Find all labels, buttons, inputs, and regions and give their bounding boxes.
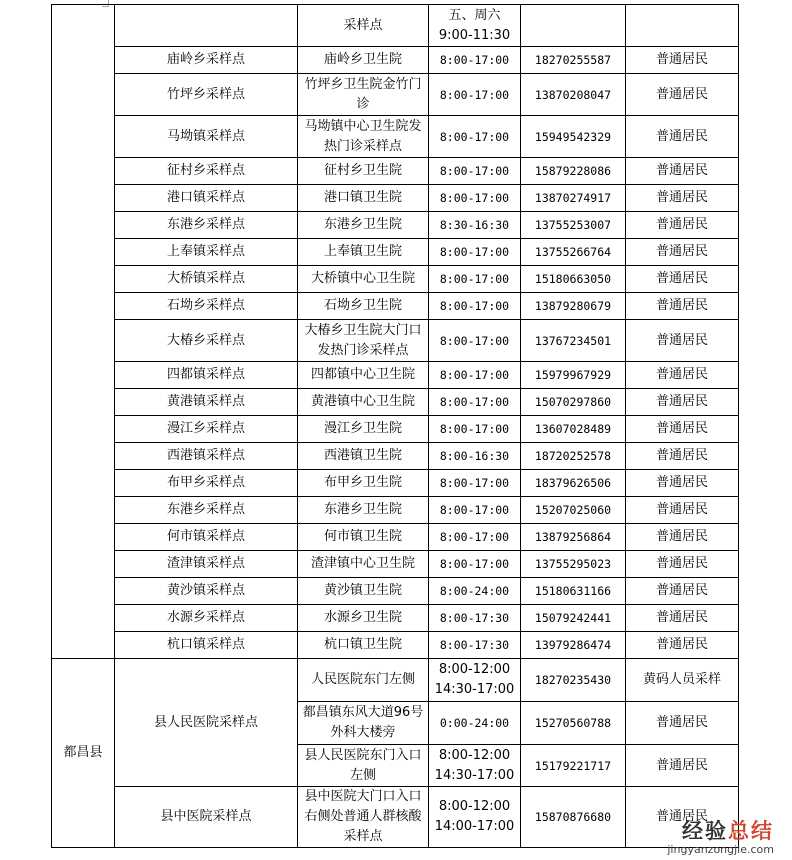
phone-cell: 15070297860 — [521, 389, 626, 416]
phone-cell: 15079242441 — [521, 605, 626, 632]
table-row — [52, 320, 739, 362]
site-name-cell: 港口镇采样点 — [115, 185, 298, 212]
time-line: 8:00-12:00 — [438, 747, 511, 763]
time-cell: 8:00-17:00 — [429, 293, 521, 320]
table-row — [52, 47, 739, 74]
site-name-cell: 渣津镇采样点 — [115, 551, 298, 578]
time-line: 14:30-17:00 — [434, 767, 515, 783]
time-cell: 8:00-17:00 — [429, 158, 521, 185]
place-cell: 渣津镇中心卫生院 — [298, 551, 429, 578]
target-cell: 普通居民 — [626, 212, 739, 239]
time-cell: 0:00-24:00 — [429, 702, 521, 745]
target-cell: 普通居民 — [626, 74, 739, 116]
place-cell: 竹坪乡卫生院金竹门诊 — [298, 74, 429, 116]
place-cell: 石坳乡卫生院 — [298, 293, 429, 320]
table-row — [52, 416, 739, 443]
site-name-cell: 布甲乡采样点 — [115, 470, 298, 497]
phone-cell: 13767234501 — [521, 320, 626, 362]
phone-cell: 15179221717 — [521, 745, 626, 787]
site-name-cell: 水源乡采样点 — [115, 605, 298, 632]
time-cell: 8:00-17:00 — [429, 47, 521, 74]
phone-cell: 13607028489 — [521, 416, 626, 443]
place-cell: 大椿乡卫生院大门口发热门诊采样点 — [298, 320, 429, 362]
phone-cell: 15180631166 — [521, 578, 626, 605]
watermark-url: jingyanzongjie.com — [667, 843, 774, 856]
site-name-cell — [115, 5, 298, 47]
time-line: 9:00-11:30 — [438, 27, 511, 43]
site-name-cell: 东港乡采样点 — [115, 497, 298, 524]
time-line: 8:00-12:00 — [438, 799, 511, 814]
phone-cell: 13870274917 — [521, 185, 626, 212]
target-cell: 普通居民 — [626, 320, 739, 362]
time-cell — [429, 5, 521, 47]
place-cell: 庙岭乡卫生院 — [298, 47, 429, 74]
place-cell: 四都镇中心卫生院 — [298, 362, 429, 389]
sampling-site-table — [51, 4, 739, 848]
place-cell: 马坳镇中心卫生院发热门诊采样点 — [298, 116, 429, 158]
site-name-cell: 竹坪乡采样点 — [115, 74, 298, 116]
target-cell: 普通居民 — [626, 745, 739, 787]
place-cell: 漫江乡卫生院 — [298, 416, 429, 443]
table-row — [52, 787, 739, 848]
phone-cell: 15870876680 — [521, 787, 626, 848]
table-row — [52, 578, 739, 605]
site-name-cell: 漫江乡采样点 — [115, 416, 298, 443]
table-row — [52, 212, 739, 239]
phone-cell: 15879228086 — [521, 158, 626, 185]
site-name-cell: 马坳镇采样点 — [115, 116, 298, 158]
county-cell — [52, 5, 115, 659]
table-row — [52, 659, 739, 702]
phone-cell: 15949542329 — [521, 116, 626, 158]
table-row — [52, 239, 739, 266]
place-cell: 西港镇卫生院 — [298, 443, 429, 470]
site-name-cell: 征村乡采样点 — [115, 158, 298, 185]
target-cell: 普通居民 — [626, 362, 739, 389]
time-cell: 8:00-17:30 — [429, 632, 521, 659]
phone-cell: 13879256864 — [521, 524, 626, 551]
target-cell: 普通居民 — [626, 524, 739, 551]
target-cell: 黄码人员采样 — [626, 659, 739, 702]
place-cell: 县人民医院东门入口左侧 — [298, 745, 429, 787]
watermark-brand-part: 经验 — [682, 818, 728, 843]
target-cell: 普通居民 — [626, 47, 739, 74]
place-cell: 县中医院大门口入口右侧处普通人群核酸采样点 — [298, 787, 429, 848]
phone-cell: 13755295023 — [521, 551, 626, 578]
target-cell: 普通居民 — [626, 293, 739, 320]
target-cell: 普通居民 — [626, 578, 739, 605]
phone-cell: 18379626506 — [521, 470, 626, 497]
target-cell: 普通居民 — [626, 416, 739, 443]
place-cell: 黄港镇中心卫生院 — [298, 389, 429, 416]
table-row — [52, 497, 739, 524]
table-row — [52, 389, 739, 416]
watermark-brand — [667, 819, 774, 843]
place-cell: 人民医院东门左侧 — [298, 659, 429, 702]
target-cell: 普通居民 — [626, 116, 739, 158]
table-row — [52, 443, 739, 470]
place-cell: 布甲乡卫生院 — [298, 470, 429, 497]
table-row — [52, 632, 739, 659]
place-cell: 东港乡卫生院 — [298, 497, 429, 524]
target-cell: 普通居民 — [626, 551, 739, 578]
table-row — [52, 362, 739, 389]
time-cell: 8:00-17:00 — [429, 416, 521, 443]
time-cell: 8:00-17:00 — [429, 362, 521, 389]
table-row — [52, 293, 739, 320]
table-row — [52, 5, 739, 47]
table-row — [52, 266, 739, 293]
site-name-cell: 庙岭乡采样点 — [115, 47, 298, 74]
target-cell: 普通居民 — [626, 239, 739, 266]
place-cell: 采样点 — [298, 5, 429, 47]
target-cell: 普通居民 — [626, 443, 739, 470]
time-cell: 8:00-16:30 — [429, 443, 521, 470]
site-name-cell: 县人民医院采样点 — [115, 659, 298, 787]
target-cell: 普通居民 — [626, 185, 739, 212]
watermark — [667, 819, 774, 856]
site-name-cell: 大椿乡采样点 — [115, 320, 298, 362]
phone-cell: 13755253007 — [521, 212, 626, 239]
time-cell: 8:00-17:00 — [429, 239, 521, 266]
place-cell: 何市镇卫生院 — [298, 524, 429, 551]
time-cell — [429, 659, 521, 702]
site-name-cell: 大桥镇采样点 — [115, 266, 298, 293]
place-cell: 东港乡卫生院 — [298, 212, 429, 239]
time-line: 14:00-17:00 — [434, 819, 515, 834]
place-cell: 大桥镇中心卫生院 — [298, 266, 429, 293]
target-cell: 普通居民 — [626, 632, 739, 659]
place-cell: 都昌镇东风大道96号外科大楼旁 — [298, 702, 429, 745]
time-cell: 8:00-17:00 — [429, 389, 521, 416]
phone-cell — [521, 5, 626, 47]
site-name-cell: 四都镇采样点 — [115, 362, 298, 389]
site-name-cell: 杭口镇采样点 — [115, 632, 298, 659]
site-name-cell: 县中医院采样点 — [115, 787, 298, 848]
time-cell — [429, 787, 521, 848]
site-name-cell: 黄港镇采样点 — [115, 389, 298, 416]
time-cell: 8:00-17:00 — [429, 497, 521, 524]
phone-cell: 15180663050 — [521, 266, 626, 293]
target-cell: 普通居民 — [626, 266, 739, 293]
time-line: 8:00-12:00 — [438, 662, 511, 677]
place-cell: 水源乡卫生院 — [298, 605, 429, 632]
table-row — [52, 605, 739, 632]
place-cell: 港口镇卫生院 — [298, 185, 429, 212]
phone-cell: 18270255587 — [521, 47, 626, 74]
table-row — [52, 185, 739, 212]
phone-cell: 18720252578 — [521, 443, 626, 470]
phone-cell: 15979967929 — [521, 362, 626, 389]
table-row — [52, 116, 739, 158]
target-cell: 普通居民 — [626, 787, 739, 848]
place-cell: 征村乡卫生院 — [298, 158, 429, 185]
site-name-cell: 上奉镇采样点 — [115, 239, 298, 266]
time-cell: 8:00-17:00 — [429, 470, 521, 497]
site-name-cell: 石坳乡采样点 — [115, 293, 298, 320]
place-cell: 杭口镇卫生院 — [298, 632, 429, 659]
target-cell: 普通居民 — [626, 158, 739, 185]
site-name-cell: 东港乡采样点 — [115, 212, 298, 239]
time-cell: 8:00-17:00 — [429, 551, 521, 578]
table-row — [52, 158, 739, 185]
time-cell: 8:00-17:30 — [429, 605, 521, 632]
phone-cell: 13755266764 — [521, 239, 626, 266]
table-row — [52, 74, 739, 116]
phone-cell: 18270235430 — [521, 659, 626, 702]
time-cell: 8:00-17:00 — [429, 266, 521, 293]
table-row — [52, 470, 739, 497]
time-cell: 8:00-24:00 — [429, 578, 521, 605]
time-line: 14:30-17:00 — [434, 682, 515, 697]
target-cell: 普通居民 — [626, 497, 739, 524]
county-cell: 都昌县 — [52, 659, 115, 848]
target-cell: 普通居民 — [626, 470, 739, 497]
target-cell: 普通居民 — [626, 389, 739, 416]
phone-cell: 15207025060 — [521, 497, 626, 524]
place-cell: 黄沙镇卫生院 — [298, 578, 429, 605]
time-cell: 8:00-17:00 — [429, 524, 521, 551]
site-name-cell: 何市镇采样点 — [115, 524, 298, 551]
phone-cell: 15270560788 — [521, 702, 626, 745]
time-cell: 8:00-17:00 — [429, 320, 521, 362]
site-name-cell: 西港镇采样点 — [115, 443, 298, 470]
phone-cell: 13879280679 — [521, 293, 626, 320]
time-line: 五、周六 — [448, 7, 501, 23]
time-cell: 8:00-17:00 — [429, 74, 521, 116]
target-cell: 普通居民 — [626, 702, 739, 745]
target-cell: 普通居民 — [626, 605, 739, 632]
time-cell: 8:00-17:00 — [429, 116, 521, 158]
time-cell: 8:00-17:00 — [429, 185, 521, 212]
phone-cell: 13979286474 — [521, 632, 626, 659]
time-cell: 8:30-16:30 — [429, 212, 521, 239]
table-row — [52, 524, 739, 551]
site-name-cell: 黄沙镇采样点 — [115, 578, 298, 605]
watermark-brand-part: 总结 — [728, 818, 774, 843]
time-cell — [429, 745, 521, 787]
table-row — [52, 551, 739, 578]
phone-cell: 13870208047 — [521, 74, 626, 116]
place-cell: 上奉镇卫生院 — [298, 239, 429, 266]
target-cell — [626, 5, 739, 47]
